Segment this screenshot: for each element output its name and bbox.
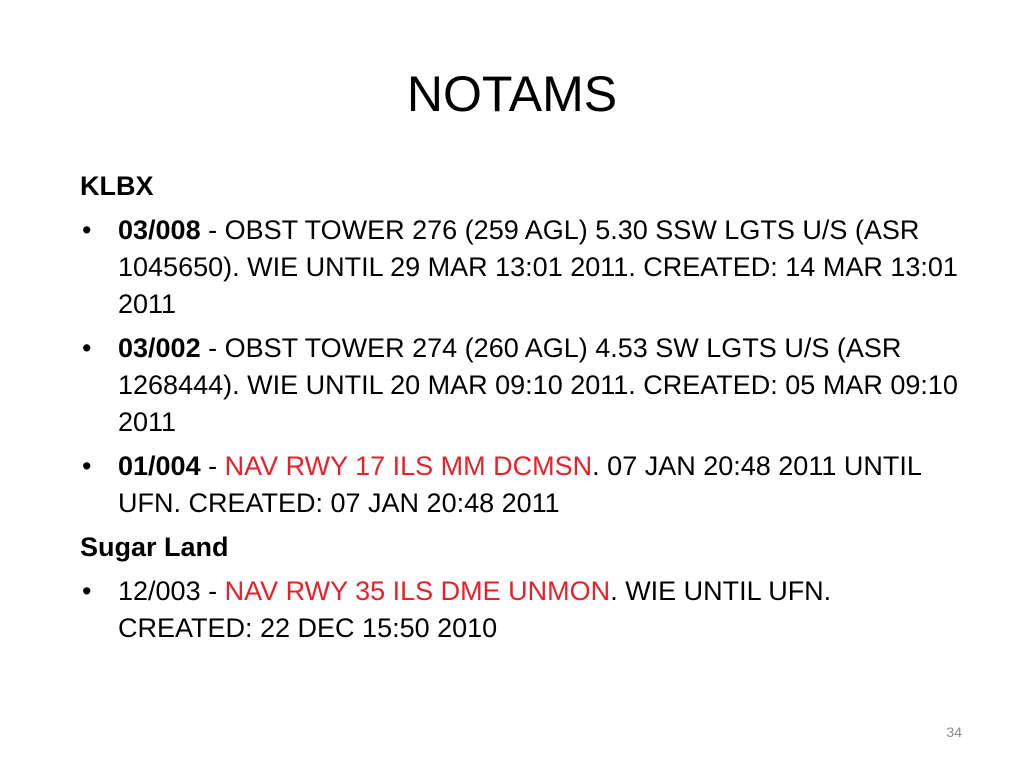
notam-list-sugar-land bbox=[80, 573, 970, 647]
notam-item bbox=[80, 330, 970, 441]
notam-item bbox=[80, 212, 970, 323]
bullet-icon: • bbox=[82, 333, 92, 363]
notam-item bbox=[80, 573, 970, 647]
notam-text: OBST TOWER 274 (260 AGL) 4.53 SW LGTS U/S (ASR 1268444). WIE UNTIL 20 MAR 09:10 2011. CREATED: 05 MAR 09:10 2011 bbox=[118, 333, 958, 437]
bullet-icon: • bbox=[82, 215, 92, 245]
notam-text: OBST TOWER 276 (259 AGL) 5.30 SSW LGTS U/S (ASR 1045650). WIE UNTIL 29 MAR 13:01 2011. CREATED: 14 MAR 13:01 2011 bbox=[118, 215, 958, 319]
slide-content bbox=[80, 168, 970, 654]
slide-title: NOTAMS bbox=[406, 66, 618, 122]
section-heading-klbx: KLBX bbox=[80, 171, 154, 201]
notam-separator: - bbox=[200, 451, 225, 481]
page-number: 34 bbox=[946, 724, 962, 740]
notam-separator: - bbox=[200, 333, 225, 363]
notam-id: 01/004 bbox=[118, 451, 201, 481]
notam-text: . WIE UNTIL UFN. CREATED: 22 DEC 15:50 2010 bbox=[118, 576, 832, 643]
bullet-icon: • bbox=[82, 576, 92, 606]
bullet-icon: • bbox=[82, 451, 92, 481]
notam-id: 03/008 bbox=[118, 215, 201, 245]
notam-id: 03/002 bbox=[118, 333, 201, 363]
notam-highlight: NAV RWY 35 ILS DME UNMON bbox=[224, 576, 611, 606]
notam-separator: - bbox=[200, 215, 225, 245]
notam-id: 12/003 bbox=[118, 576, 201, 606]
notam-list-klbx bbox=[80, 212, 970, 522]
notam-text: . 07 JAN 20:48 2011 UNTIL UFN. CREATED: 07 JAN 20:48 2011 bbox=[118, 451, 921, 518]
notam-highlight: NAV RWY 17 ILS MM DCMSN bbox=[224, 451, 593, 481]
notam-item bbox=[80, 448, 970, 522]
notam-separator: - bbox=[200, 576, 225, 606]
section-heading-sugar-land: Sugar Land bbox=[80, 532, 229, 562]
